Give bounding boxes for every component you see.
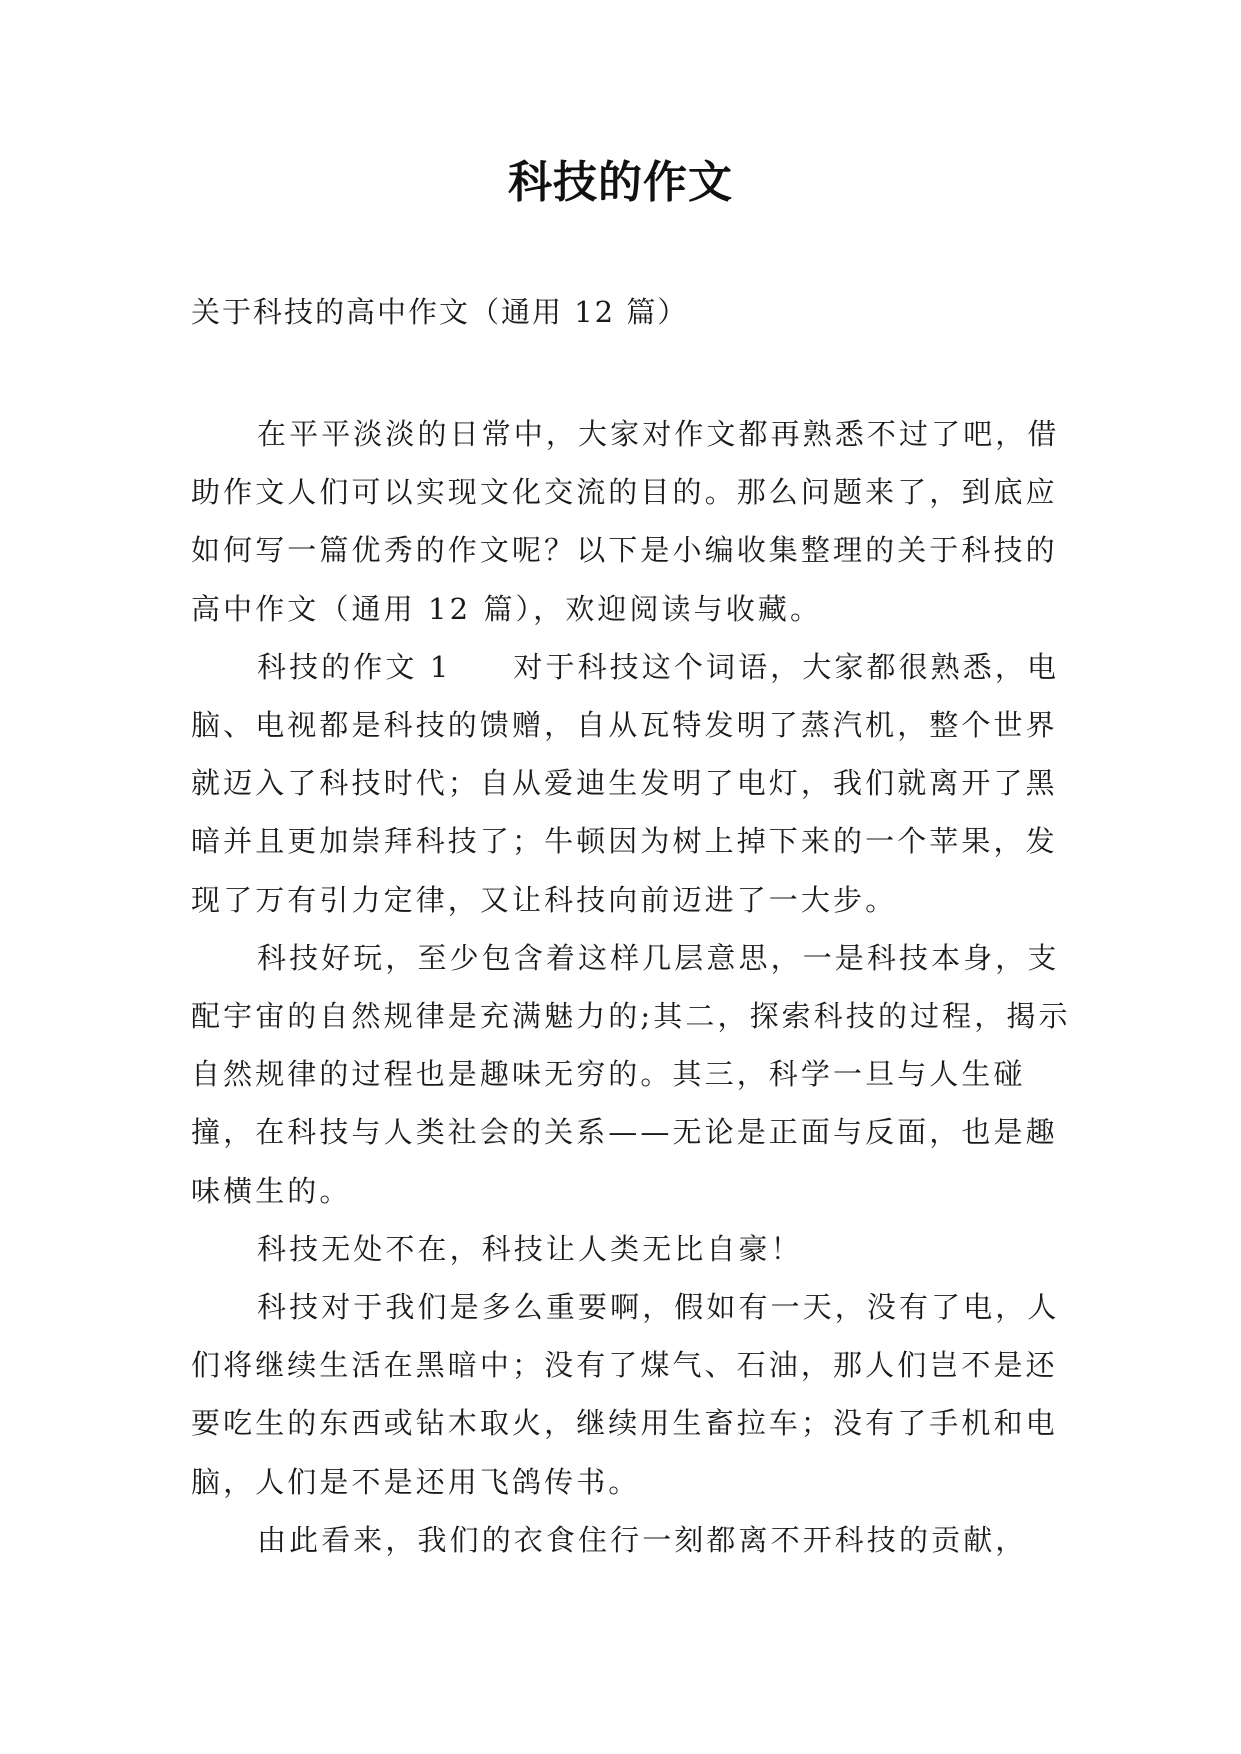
- essay-1-paragraph-3: 科技无处不在，科技让人类无比自豪！: [257, 1231, 803, 1266]
- essay-1-paragraph-5: 由此看来，我们的衣食住行一刻都离不开科技的贡献，: [257, 1522, 1028, 1557]
- intro-paragraph: 在平平淡淡的日常中，大家对作文都再熟悉不过了吧，借助作文人们可以实现文化交流的目的。那么问题来了，到底应如何写一篇优秀的作文呢？以下是小编收集整理的关于科技的高中作文（通用 12 篇），欢迎阅读与收藏。: [191, 417, 1060, 626]
- essay-heading: 科技的作文 1: [257, 649, 452, 684]
- essay-1-paragraph-1-text: 对于科技这个词语，大家都很熟悉，电脑、电视都是科技的馈赠，自从瓦特发明了蒸汽机，整个世界就迈入了科技时代；自从爱迪生发明了电灯，我们就离开了黑暗并且更加崇拜科技了；牛顿因为树上掉下来的一个苹果，发现了万有引力定律，又让科技向前迈进了一大步。: [191, 649, 1060, 917]
- essay-1-paragraph-4: 科技对于我们是多么重要啊，假如有一天，没有了电，人们将继续生活在黑暗中；没有了煤气、石油，那人们岂不是还要吃生的东西或钻木取火，继续用生畜拉车；没有了手机和电脑，人们是不是还用飞鸽传书。: [191, 1290, 1060, 1499]
- essay-1-paragraph-2: 科技好玩，至少包含着这样几层意思，一是科技本身，支配宇宙的自然规律是充满魅力的;其二，探索科技的过程，揭示自然规律的过程也是趣味无穷的。其三，科学一旦与人生碰撞，在科技与人类社会的关系——无论是正面与反面，也是趣味横生的。: [191, 940, 1071, 1208]
- document-subtitle: 关于科技的高中作文（通用 12 篇）: [191, 295, 689, 329]
- document-title: 科技的作文: [508, 157, 733, 208]
- document-body: [191, 405, 1071, 1569]
- essay-1-paragraph-1: [191, 638, 1071, 929]
